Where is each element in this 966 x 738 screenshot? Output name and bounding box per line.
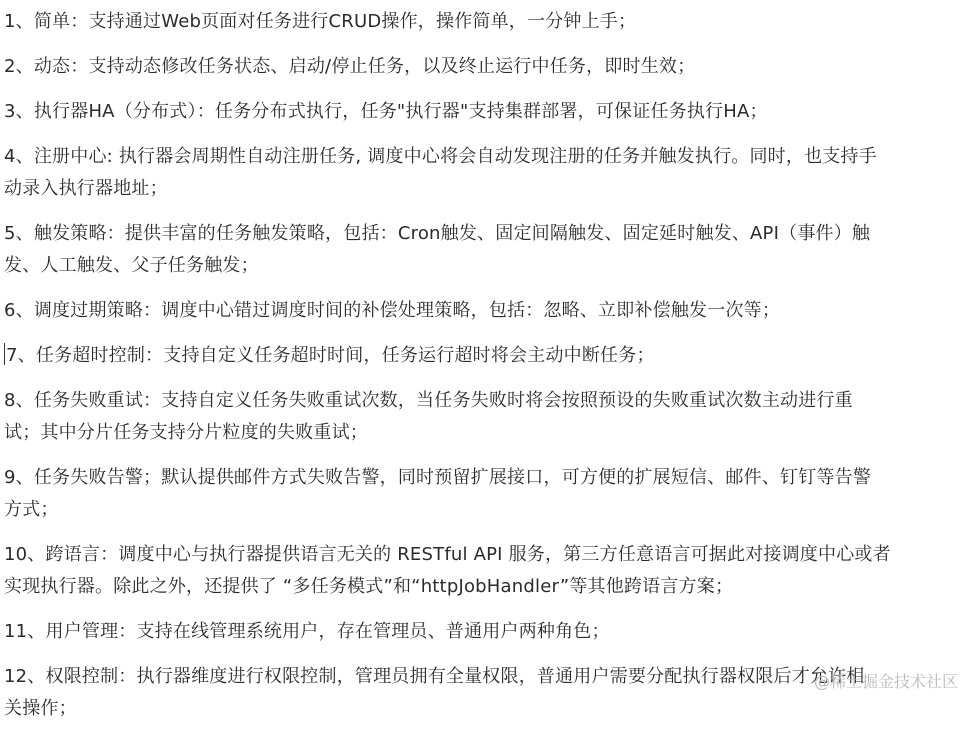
item-line: 8、任务失败重试：支持自定义任务失败重试次数，当任务失败时将会按照预设的失败重试次数主动进行重 [4,390,853,411]
item-line: 动录入执行器地址； [4,178,168,199]
list-item [4,340,960,372]
item-line: 10、跨语言：调度中心与执行器提供语言无关的 RESTful API 服务，第三方任意语言可据此对接调度中心或者 [4,544,891,565]
item-line: 12、权限控制：执行器维度进行权限控制，管理员拥有全量权限，普通用户需要分配执行器权限后才允许相 [4,666,865,687]
item-line: 6、调度过期策略：调度中心错过调度时间的补偿处理策略，包括：忽略、立即补偿触发一次等； [4,300,781,321]
item-line: 实现执行器。除此之外，还提供了 “多任务模式”和“httpJobHandler”等其他跨语言方案； [4,576,734,597]
item-line: 11、用户管理：支持在线管理系统用户，存在管理员、普通用户两种角色； [4,621,610,642]
text-cursor [4,343,5,365]
list-item [4,616,960,648]
list-item [4,295,960,327]
item-line: 4、注册中心: 执行器会周期性自动注册任务, 调度中心将会自动发现注册的任务并触发执行。同时，也支持手 [4,146,877,167]
watermark: @稀土掘金技术社区 [813,672,958,691]
item-line: 3、执行器HA（分布式）：任务分布式执行，任务"执行器"支持集群部署，可保证任务执行HA； [4,101,768,122]
item-line: 发、人工触发、父子任务触发； [4,255,259,276]
item-line: 2、动态：支持动态修改任务状态、启动/停止任务，以及终止运行中任务，即时生效； [4,56,696,77]
item-line: 方式； [4,499,59,520]
item-line: 5、触发策略：提供丰富的任务触发策略，包括：Cron触发、固定间隔触发、固定延时触发、API（事件）触 [4,223,871,244]
item-line: 关操作； [4,698,77,719]
item-line: 试；其中分片任务支持分片粒度的失败重试； [4,422,368,443]
list-item [4,51,960,83]
list-item [4,6,960,38]
list-item [4,539,960,603]
item-line: 1、简单：支持通过Web页面对任务进行CRUD操作，操作简单，一分钟上手； [4,11,637,32]
list-item [4,385,960,449]
list-item [4,96,960,128]
item-line: 9、任务失败告警；默认提供邮件方式失败告警，同时预留扩展接口，可方便的扩展短信、邮件、钉钉等告警 [4,467,872,488]
item-line: 7、任务超时控制：支持自定义任务超时时间，任务运行超时将会主动中断任务； [6,345,655,366]
list-item [4,218,960,282]
list-item [4,141,960,205]
item-line-with-cursor [4,340,960,372]
list-item [4,462,960,526]
